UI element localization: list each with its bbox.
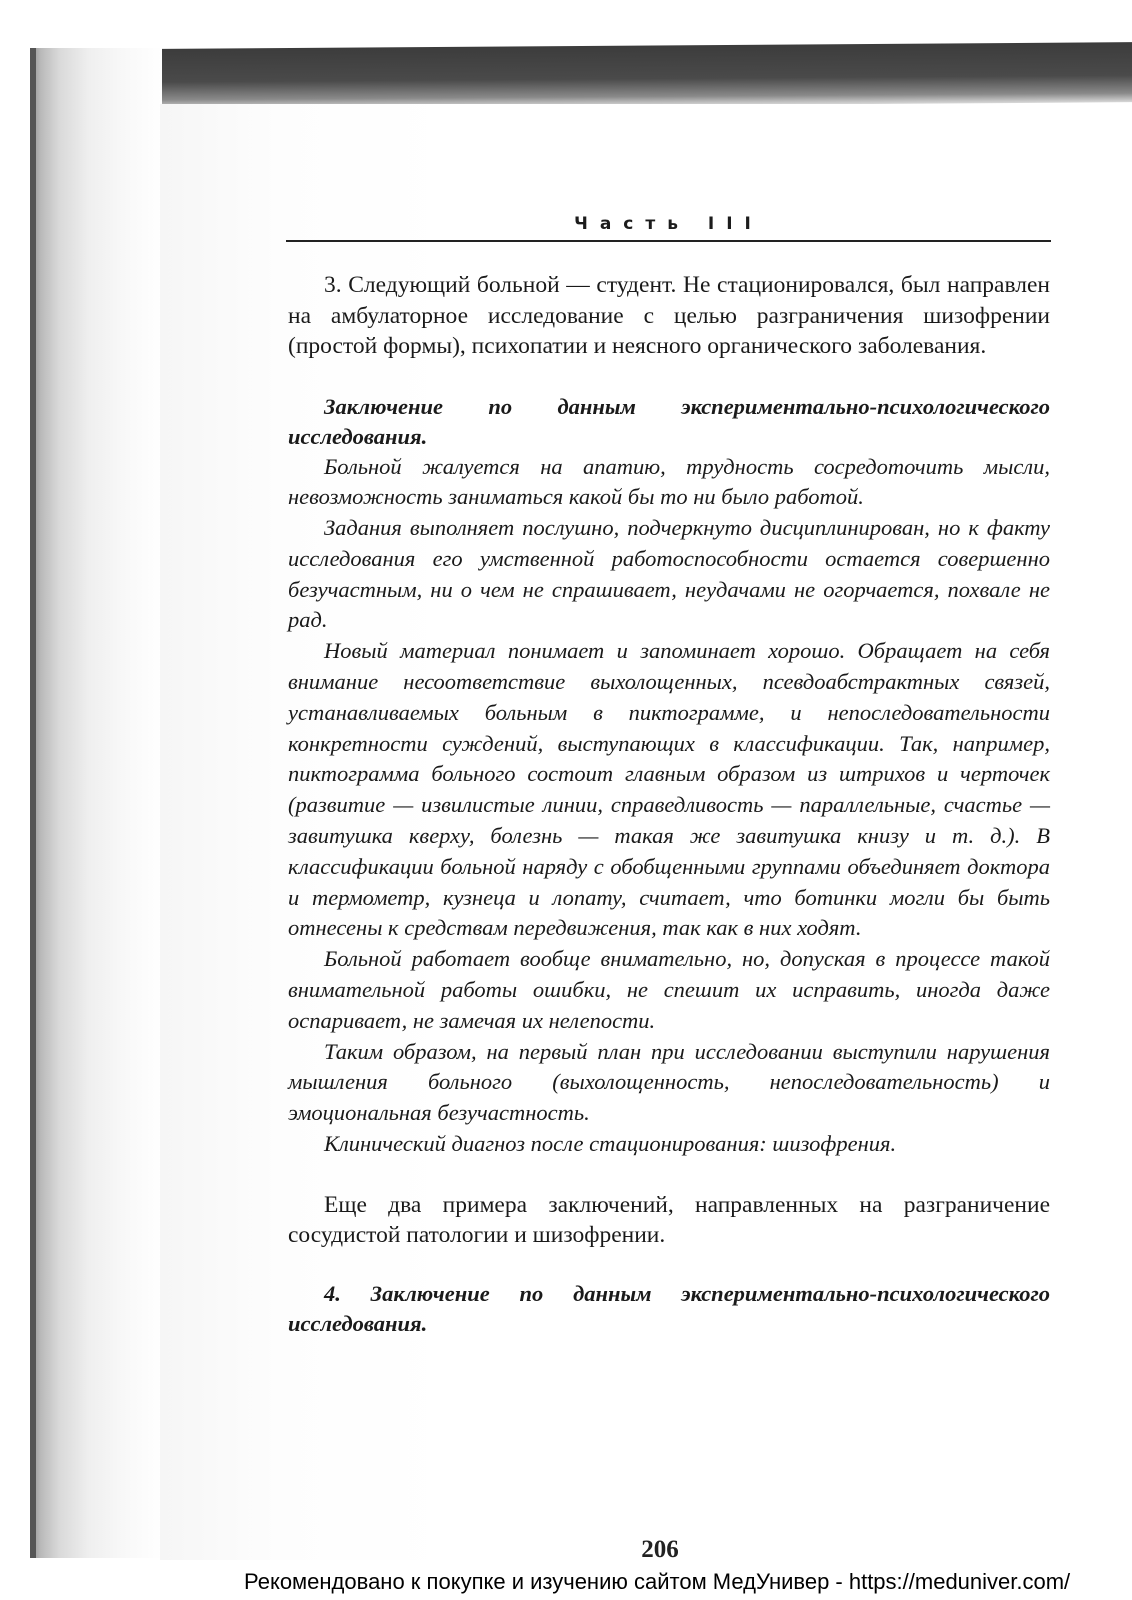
book-edge [30,48,36,1558]
conclusion-paragraph: Больной работает вообще внимательно, но, допуская в процессе такой внимательной работы ошибки, не спешит их исправить, иногда даже оспаривает, не замечая их нелепости. [288,946,1050,1033]
footer-watermark-text: Рекомендовано к покупке и изучению сайтом МедУнивер - https://meduniver.com/ [244,1569,1071,1594]
conclusion-paragraph: Задания выполняет послушно, подчеркнуто дисциплинирован, но к факту исследования его умственной работоспособности остается совершенно безучастным, ни о чем не спрашивает, неудачами не огорчается, похвале не рад. [288,515,1050,633]
page-number: 206 [641,1536,679,1560]
diagnosis-paragraph: Клинический диагноз после стационирования: шизофрения. [324,1131,897,1157]
conclusion-paragraph: Таким образом, на первый план при исследовании выступили нарушения мышления больного (выхолощенность, непоследовательность) и эмоциональная безучастность. [288,1038,1050,1126]
scan-top-shadow [32,42,1132,110]
transition-paragraph: Еще два примера заключений, направленных на разграничение сосудистой патологии и шизофрении. [288,1191,1050,1249]
header-rule [286,240,1051,242]
conclusion-paragraph: Больной жалуется на апатию, трудность сосредоточить мысли, невозможность заниматься какой бы то ни было работой. [288,453,1050,510]
book-gutter-shadow [30,48,162,1558]
intro-paragraph: 3. Следующий больной — студент. Не стационировался, был направлен на амбулаторное исследование с целью разграничения шизофрении (простой формы), психопатии и неясного органического заболевания. [288,272,1050,359]
next-conclusion-heading: 4. Заключение по данным экспериментально-психологического исследования. [288,1280,1050,1336]
conclusion-heading: Заключение по данным экспериментально-психологического исследования. [288,393,1050,449]
conclusion-paragraph: Новый материал понимает и запоминает хорошо. Обращает на себя внимание несоответствие выхолощенных, псевдоабстрактных связей, устанавливаемых больным в пиктограмме, и непоследовательности конкретности суждений, выступающих в классификации. Так, например, пиктограмма больного состоит главным образом из штрихов и черточек (развитие — извилистые линии, справедливость — параллельные, счастье — завитушка кверху, болезнь — такая же завитушка книзу и т. д.). В классификации больной наряду с обобщенными группами объединяет доктора и термометр, кузнеца и лопату, считает, что ботинки могли бы быть отнесены к средствам передвижения, так как в них ходят. [288,638,1050,941]
running-header: Часть III [574,214,763,234]
page-body [288,270,1050,1339]
